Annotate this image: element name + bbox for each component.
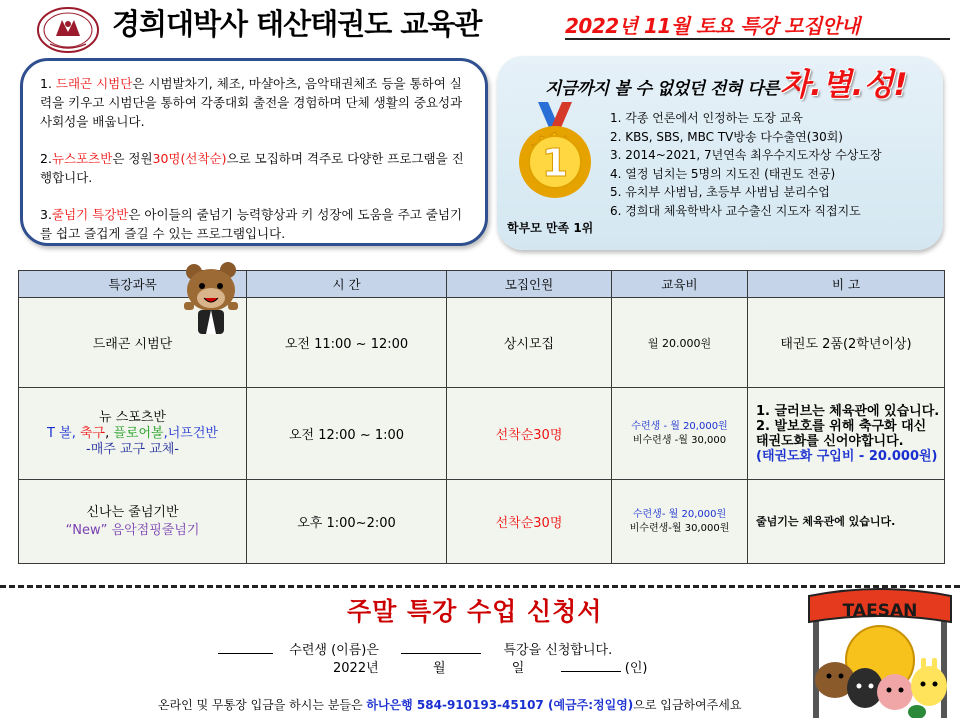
- table-row: [19, 298, 945, 388]
- cell-capacity: 선착순30명: [447, 480, 612, 564]
- form-month: 월: [432, 661, 446, 676]
- bank-account: 하나은행 584-910193-45107 (예금주:정일영): [366, 698, 634, 712]
- course-name: 뉴 스포츠반: [99, 409, 166, 425]
- intro-item-name: 드래곤 시범단: [55, 76, 133, 91]
- subtitle-underline: [565, 38, 950, 40]
- university-seal-logo: [36, 6, 100, 54]
- cell-course: [19, 480, 247, 564]
- course-subtext: -매주 교구 교체-: [86, 441, 179, 457]
- table-row: [19, 388, 945, 480]
- course-item: 너프건반: [167, 425, 218, 441]
- course-item: T 볼: [47, 425, 72, 441]
- header-time: 시 간: [247, 271, 447, 298]
- intro-item-number: 3.: [40, 207, 52, 222]
- fee-member: 수련생 - 월 20,000원: [631, 420, 728, 432]
- application-form-title: 주말 특강 수업 신청서: [347, 597, 603, 626]
- form-sign: (인): [624, 661, 648, 676]
- signature-blank[interactable]: [561, 660, 621, 672]
- course-items: T 볼, 축구, 플로어볼,너프건반: [47, 425, 218, 441]
- cell-capacity: 선착순30명: [447, 388, 612, 480]
- intro-item-text: 은 시범발차기, 체조, 마샬아츠, 음악태권체조 등을 통하여 실력을 키우고 시범단을 통하여 각종대회 출전을 경험하며 단체 생활의 중요성과 사회성을 배웁니다.: [40, 76, 463, 129]
- course-name-blank[interactable]: [401, 642, 481, 654]
- fee-nonmember: 비수련생 -월 30,000: [632, 434, 727, 446]
- form-line-date: [333, 657, 647, 676]
- cell-course: [19, 388, 247, 480]
- intro-item-jumprope: [40, 205, 469, 243]
- intro-item-newsports: [40, 149, 469, 187]
- cell-time: 오전 12:00 ~ 1:00: [247, 388, 447, 480]
- program-intro-box: [20, 58, 488, 246]
- fee-member: 수련생- 월 20,000원: [632, 508, 727, 520]
- features-heading: 지금까지 볼 수 없었던 전혀 다른: [545, 79, 780, 99]
- cell-fee: 월 20.000원: [612, 298, 748, 388]
- mascot-group-illustration: [805, 588, 955, 718]
- student-name-blank[interactable]: [218, 642, 273, 654]
- cell-note: 줄넘기는 체육관에 있습니다.: [748, 480, 945, 564]
- bear-mascot-icon: [180, 262, 244, 336]
- header-fee: 교육비: [612, 271, 748, 298]
- intro-item-text: 은 아이들의 줄넘기 능력향상과 키 성장에 도움을 주고 줄넘기를 쉽고 즐겁게 즐길 수 있는 프로그램입니다.: [40, 207, 463, 241]
- note-price: (태권도화 구입비 - 20.000원): [756, 448, 938, 464]
- course-name: 신나는 줄넘기반: [86, 504, 179, 520]
- intro-item-text: 은 정원: [112, 151, 153, 166]
- bank-suffix: 으로 입금하여주세요: [633, 698, 742, 712]
- gold-medal-icon: [510, 100, 600, 210]
- note-line: 1. 글러브는 체육관에 있습니다.: [756, 403, 940, 419]
- course-item: 플로어볼: [113, 425, 164, 441]
- course-subtext: “New” 음악점핑줄넘기: [65, 522, 200, 538]
- bank-prefix: 온라인 및 무통장 입금을 하시는 분들은: [158, 698, 363, 712]
- cell-note: 태권도 2품(2학년이상): [748, 298, 945, 388]
- intro-item-number: 1.: [40, 76, 56, 91]
- mascot-sign-text: TAESAN: [842, 601, 918, 621]
- form-text: 특강을 신청합니다.: [503, 643, 613, 658]
- cell-capacity: 상시모집: [447, 298, 612, 388]
- intro-item-name: 줄넘기 특강반: [51, 207, 129, 222]
- cell-note: [748, 388, 945, 480]
- form-text: 수련생 (이름)은: [289, 643, 379, 658]
- header-capacity: 모집인원: [447, 271, 612, 298]
- feature-item: 5. 유치부 사범님, 초등부 사범님 분리수업: [610, 185, 830, 199]
- intro-item-text: 으로 모집하며 격주로 다양한 프로그램을 진행합니다.: [40, 151, 464, 185]
- form-day: 일: [511, 661, 525, 676]
- feature-item: 4. 열정 넘치는 5명의 지도진 (태권도 전공): [610, 166, 836, 181]
- feature-item: 1. 각종 언론에서 인정하는 도장 교육: [610, 111, 803, 125]
- intro-item-dragon: [40, 74, 469, 131]
- feature-item: 3. 2014~2021, 7년연속 최우수지도자상 수상도장: [610, 148, 882, 162]
- table-header-row: [19, 271, 945, 298]
- form-year: 2022년: [333, 661, 379, 676]
- bank-transfer-info: [158, 696, 741, 713]
- note-line: 2. 발보호를 위해 축구화 대신 태권도화를 신어야합니다.: [756, 418, 927, 449]
- form-line-name: [218, 639, 612, 658]
- cell-time: 오후 1:00~2:00: [247, 480, 447, 564]
- intro-item-number: 2.: [40, 151, 52, 166]
- cell-course: 드래곤 시범단: [19, 298, 247, 388]
- medal-number: 1: [541, 141, 569, 185]
- header-course: 특강과목: [19, 271, 247, 298]
- features-list: [610, 109, 882, 220]
- intro-item-highlight: 30명(선착순): [152, 151, 227, 166]
- cell-time: 오전 11:00 ~ 12:00: [247, 298, 447, 388]
- feature-item: 6. 경희대 체육학박사 교수출신 지도자 직접지도: [610, 203, 861, 218]
- fee-nonmember: 비수련생-월 30,000원: [629, 522, 730, 534]
- features-big-text: 차.별.성!: [780, 67, 908, 103]
- course-item: 축구: [79, 425, 106, 441]
- parent-satisfaction-note: 학부모 만족 1위: [507, 221, 594, 235]
- table-row: [19, 480, 945, 564]
- intro-item-name: 뉴스포츠반: [51, 151, 113, 166]
- cell-fee: [612, 480, 748, 564]
- cell-fee: [612, 388, 748, 480]
- feature-item: 2. KBS, SBS, MBC TV방송 다수출연(30회): [610, 129, 843, 144]
- page-title: 경희대박사 태산태권도 교육관: [112, 7, 482, 41]
- header-note: 비 고: [748, 271, 945, 298]
- course-table: [18, 270, 945, 564]
- page-subtitle: 2022년 11월 토요 특강 모집안내: [565, 14, 860, 38]
